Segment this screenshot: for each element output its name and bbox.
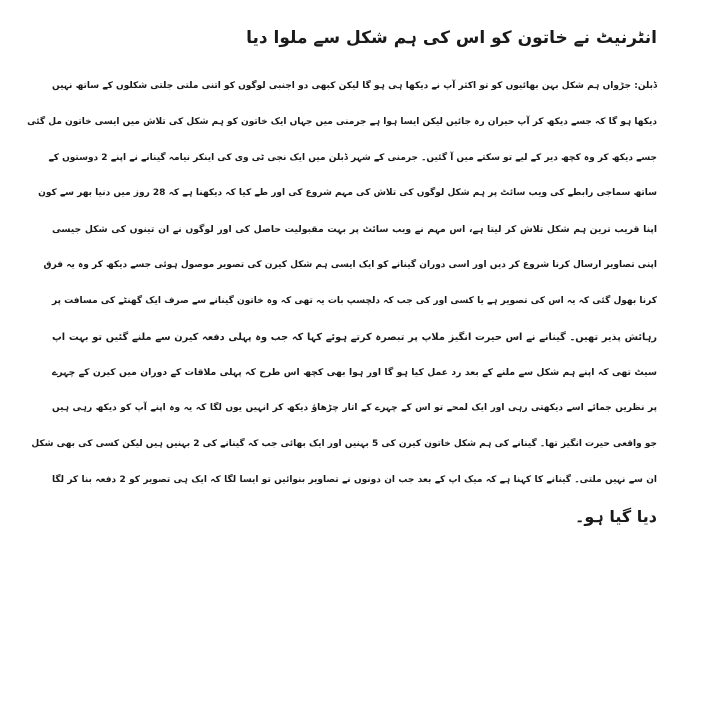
body-line: جسے دیکھ کر وہ کچھ دیر کے لیے تو سکتے میں آ گئیں۔ جرمنی کے شہر ڈبلن میں ایک نجی ٹی وی کی اینکر نیامہ گینانے نے اپنے 2 دوستوں کے	[48, 152, 657, 163]
body-line: دیکھا ہو گا کہ جسے دیکھ کر آپ حیران رہ جائیں لیکن ایسا ہوا ہے جرمنی میں جہاں ایک خاتون کو ہم شکل کی تلاش میں ایسی خاتون مل گئی	[27, 116, 657, 127]
body-line: اپنی تصاویر ارسال کرنا شروع کر دیں اور اسی دوران گینانے کو ایک ایسی ہم شکل کیرن کی تصویر موصول ہوئی جسے دیکھ کر وہ یہ فرق	[43, 259, 657, 270]
body-line-final: دیا گیا ہو۔	[575, 506, 657, 526]
body-line: ان سے نہیں ملتی۔ گینانے کا کہنا ہے کہ میک اپ کے بعد جب ان دونوں نے تصاویر بنوائیں تو ایسا لگا کہ ایک ہی تصویر کو 2 دفعہ بنا کر لگا	[52, 474, 658, 485]
body-line: رہائش پذیر تھیں۔ گینانے نے اس حیرت انگیز ملاپ پر تبصرہ کرتے ہوئے کہا کہ جب وہ پہلی دفعہ کیرن سے ملنے گئیں تو بہت اپ	[52, 331, 657, 343]
body-line: ساتھ سماجی رابطے کی ویب سائٹ پر ہم شکل لوگوں کی تلاش کی مہم شروع کی اور طے کیا کہ دیکھنا ہے کہ 28 روز میں دنیا بھر سے کون	[38, 188, 657, 199]
article-headline: انٹرنیٹ نے خاتون کو اس کی ہم شکل سے ملوا دیا	[246, 28, 657, 48]
body-line: اپنا قریب ترین ہم شکل تلاش کر لیتا ہے، اس مہم نے ویب سائٹ پر بہت مقبولیت حاصل کی اور لوگوں نے ان تینوں کی شکل جیسی	[52, 224, 657, 236]
body-line: کرنا بھول گئی کہ یہ اس کی تصویر ہے یا کسی اور کی جب کہ دلچسپ بات یہ تھی کہ وہ خاتون گینانے سے صرف ایک گھنٹے کی مسافت پر	[52, 295, 657, 306]
body-line: ڈبلن: جڑواں ہم شکل بہن بھائیوں کو تو اکثر آپ نے دیکھا ہی ہو گا لیکن کبھی دو اجنبی لوگوں کو اتنی ملتی جلتی شکلوں کے ساتھ نہیں	[52, 81, 657, 91]
body-line: جو واقعی حیرت انگیز تھا۔ گینانے کی ہم شکل خاتون کیرن کی 5 بہنیں اور ایک بھائی جب کہ گینانے کی 2 بہنیں ہیں لیکن کسی کی بھی شکل	[31, 438, 657, 449]
news-article	[27, 26, 658, 534]
body-line: سیٹ تھی کہ اپنے ہم شکل سے ملنے کے بعد رد عمل کیا ہو گا اور ہوا بھی کچھ اس طرح کہ پہلی ملاقات کے دوران میں کیرن کے چہرے	[52, 367, 657, 379]
body-line: پر نظریں جمائے اسے دیکھتی رہی اور ایک لمحے تو اس کے چہرے کے اتار چڑھاؤ دیکھ کر انہیں یوں لگا کہ یہ وہ اپنے آپ کو دیکھ رہی ہیں	[52, 403, 657, 414]
article-body	[27, 69, 658, 534]
